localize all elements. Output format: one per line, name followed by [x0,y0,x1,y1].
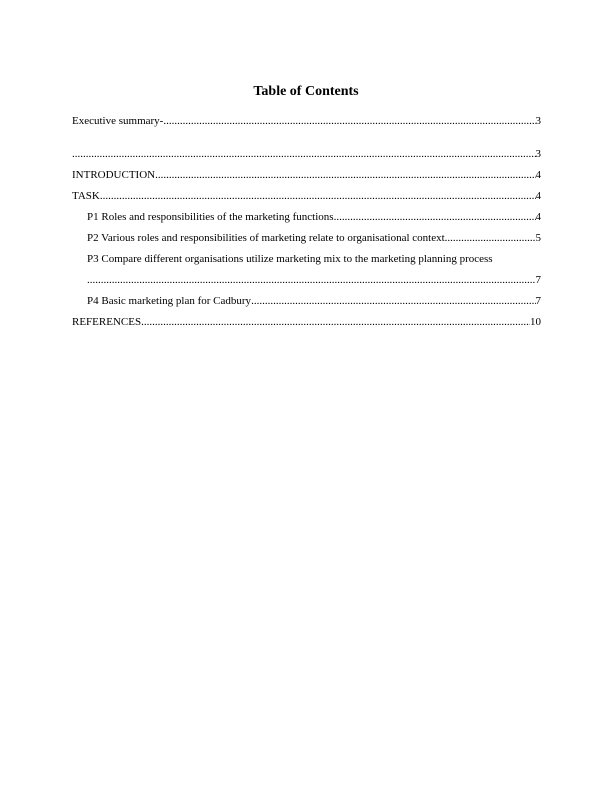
toc-page-number: 7 [535,274,541,286]
toc-list [72,115,541,337]
dot-leader [100,190,536,203]
toc-page-number: 4 [535,211,541,223]
toc-entry-p3[interactable] [72,253,541,287]
toc-entry-label: INTRODUCTION [72,169,156,181]
dot-leader [72,148,536,161]
toc-entry-label: P2 Various roles and responsibilities of marketing relate to organisational context [87,232,445,244]
toc-page-number: 5 [535,232,541,244]
toc-entry-p4[interactable] [72,295,541,308]
toc-page-number: 3 [535,115,541,127]
toc-entry-label: P4 Basic marketing plan for Cadbury [87,295,252,307]
dot-leader [334,211,536,224]
toc-entry-label: REFERENCES [72,316,142,328]
toc-entry-p2[interactable] [72,232,541,245]
dot-leader [163,115,535,128]
dot-leader [141,316,530,329]
toc-entry-label: P3 Compare different organisations utilize marketing mix to the marketing planning process [87,253,493,265]
toc-entry-introduction[interactable] [72,169,541,182]
toc-page-number: 4 [535,169,541,181]
dot-leader [87,274,536,287]
toc-page-number: 4 [535,190,541,202]
toc-entry-label: TASK [72,190,100,202]
dot-leader [445,232,536,245]
toc-entry-p1[interactable] [72,211,541,224]
toc-page-number: 10 [530,316,541,328]
toc-entry-executive-summary[interactable] [72,115,541,128]
toc-entry-label: P1 Roles and responsibilities of the marketing functions [87,211,334,223]
toc-page-number: 7 [535,295,541,307]
toc-entry-references[interactable] [72,316,541,329]
toc-entry-blank[interactable] [72,148,541,161]
toc-entry-task[interactable] [72,190,541,203]
dot-leader [251,295,535,308]
toc-entry-label: Executive summary- [72,115,164,127]
toc-title: Table of Contents [253,84,359,99]
toc-entry-continuation [87,274,541,287]
toc-page-number: 3 [535,148,541,160]
dot-leader [155,169,535,182]
